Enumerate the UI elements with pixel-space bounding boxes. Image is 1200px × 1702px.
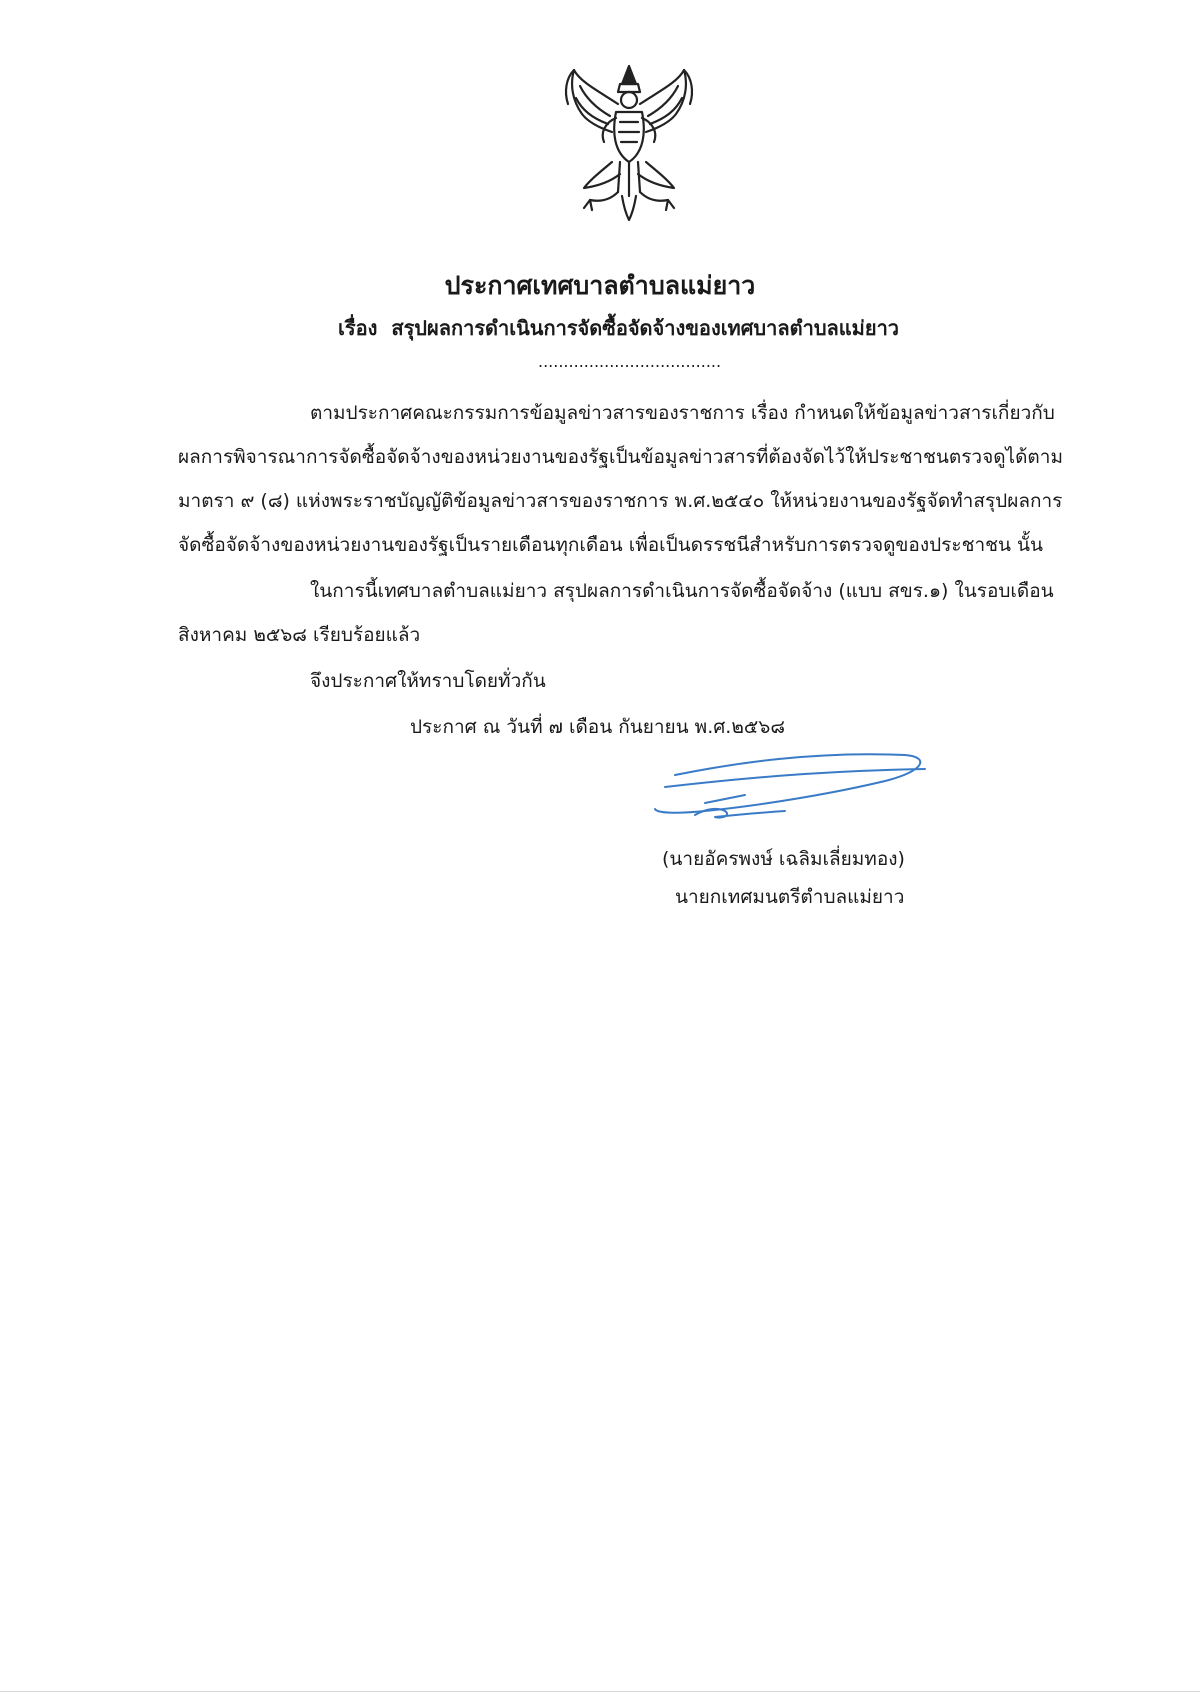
separator-dots: .................................... (538, 352, 722, 371)
page-bottom-edge (0, 1691, 1200, 1692)
paragraph-1-line-2: ผลการพิจารณาการจัดซื้อจัดจ้างของหน่วยงานของรัฐเป็นข้อมูลข่าวสารที่ต้องจัดไว้ให้ประชาชนตรวจดูได้ตาม (178, 446, 1063, 468)
subject-line (338, 312, 899, 344)
announcement-title: ประกาศเทศบาลตำบลแม่ยาว (444, 271, 756, 300)
announcement-date: ประกาศ ณ วันที่ ๗ เดือน กันยายน พ.ศ.๒๕๖๘ (410, 716, 785, 738)
paragraph-1-line-4: จัดซื้อจัดจ้างของหน่วยงานของรัฐเป็นรายเดือนทุกเดือน เพื่อเป็นดรรชนีสำหรับการตรวจดูของประชาชน นั้น (178, 534, 1044, 556)
paragraph-2-line-2: สิงหาคม ๒๕๖๘ เรียบร้อยแล้ว (178, 624, 421, 646)
signatory-name: (นายอัครพงษ์ เฉลิมเลี่ยมทอง) (662, 848, 905, 870)
signatory-position: นายกเทศมนตรีตำบลแม่ยาว (675, 886, 905, 908)
closing-statement: จึงประกาศให้ทราบโดยทั่วกัน (310, 670, 546, 692)
signature-image (645, 745, 940, 830)
paragraph-2-line-1: ในการนี้เทศบาลตำบลแม่ยาว สรุปผลการดำเนินการจัดซื้อจัดจ้าง (แบบ สขร.๑) ในรอบเดือน (310, 580, 1054, 602)
paragraph-1-line-1: ตามประกาศคณะกรรมการข้อมูลข่าวสารของราชการ เรื่อง กำหนดให้ข้อมูลข่าวสารเกี่ยวกับ (310, 402, 1055, 424)
subject-text: สรุปผลการดำเนินการจัดซื้อจัดจ้างของเทศบาลตำบลแม่ยาว (391, 316, 900, 340)
garuda-emblem-icon (560, 62, 698, 222)
subject-label: เรื่อง (338, 316, 378, 340)
paragraph-1-line-3: มาตรา ๙ (๘) แห่งพระราชบัญญัติข้อมูลข่าวสารของราชการ พ.ศ.๒๕๔๐ ให้หน่วยงานของรัฐจัดทำสรุปผลการ (178, 490, 1063, 512)
